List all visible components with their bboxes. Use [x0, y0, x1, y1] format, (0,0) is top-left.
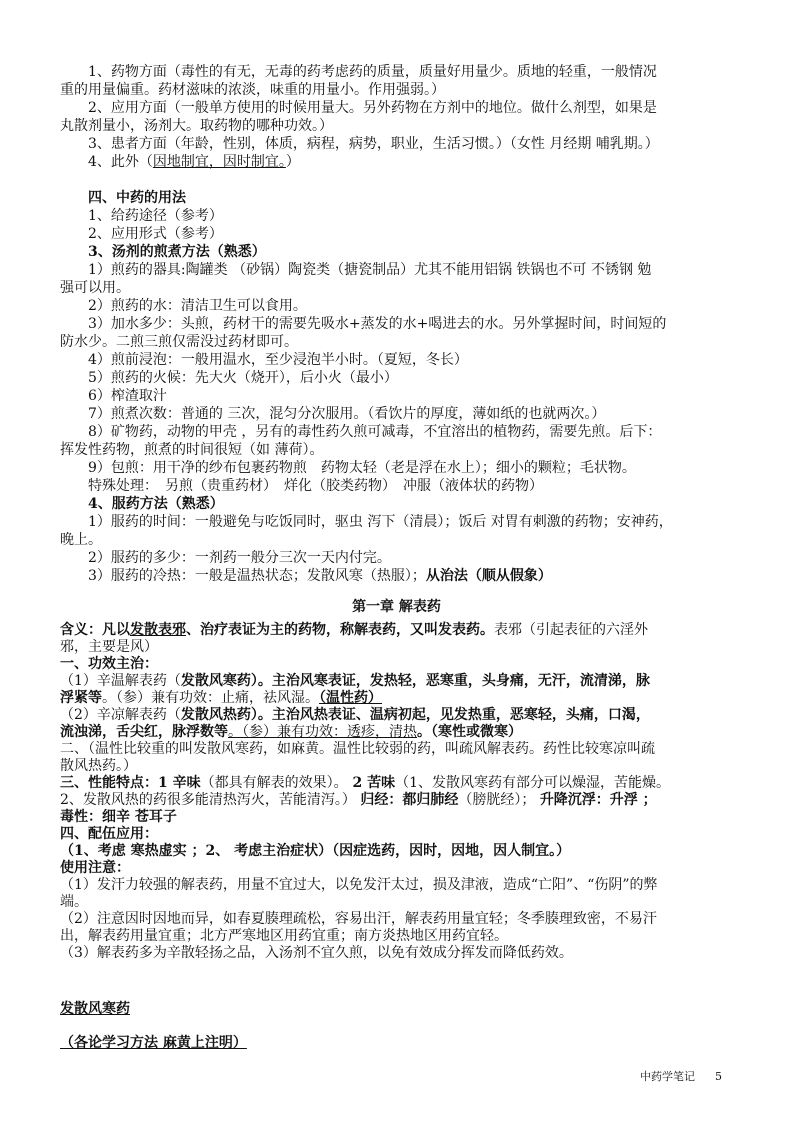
- decoction-1-cont: 强可以用。: [60, 280, 130, 296]
- compatibility-detail: （1、考虑 寒热虚实 ；2、 考虑主治症状）（因症选药，因时，因地，因人制宜。）: [60, 843, 571, 859]
- warm-pungent-cont: [60, 690, 750, 707]
- section-two: 二、（温性比较重的叫发散风寒药，如麻黄。温性比较弱的药，叫疏风解表药。药性比较寒凉叫疏: [60, 741, 655, 757]
- dosage-item-1: 1、药物方面（毒性的有无，无毒的药考虑药的质量，质量好用量少。质地的轻重，一般情况: [88, 64, 657, 80]
- special-handling: 特殊处理： 另煎（贵重药材） 烊化（胶类药物） 冲服（液体状的药物）: [88, 478, 543, 494]
- dosage-item-4: [88, 154, 750, 171]
- definition-normal: 表邪（引起表征的六淫外: [494, 622, 648, 638]
- precaution-3: （3）解表药多为辛散轻扬之品，入汤剂不宜久煎，以免有效成分挥发而降低药效。: [60, 945, 573, 961]
- warm-pungent-c: 浮紧等: [60, 690, 102, 706]
- decoction-3-cont: 防水少。二煎三煎仅需没过药材即可。: [60, 334, 298, 350]
- taking-3-bold: 从治法（顺从假象）: [425, 568, 552, 584]
- definition-bold-1: 含义：凡以: [60, 622, 130, 638]
- warm-pungent-a: （1）辛温解表药（: [60, 673, 181, 689]
- definition-bold-2: 、治疗表证为主的药物，称解表药，又叫发表药。: [186, 622, 494, 638]
- decoction-5: 5）煎药的火候：先大火（烧开），后小火（最小）: [88, 370, 398, 386]
- cool-pungent-b: 发散风热药）。主治风热表证、温病初起，见发热重，恶寒轻，头痛，口渴，: [180, 707, 650, 723]
- dosage-item-2-cont: 丸散剂量小，汤剂大。取药物的哪种功效。）: [60, 118, 333, 134]
- usage-heading: 四、中药的用法: [88, 190, 186, 206]
- decoction-8: 8）矿物药，动物的甲壳 ，另有的毒性药久煎可减毒，不宜溶出的植物药，需要先煎。后下：: [88, 424, 662, 440]
- warm-pungent-d: 。（参）兼有功效：止痛，祛风湿。: [102, 690, 319, 706]
- footer-label: 中药学笔记: [640, 1070, 695, 1083]
- definition: [60, 622, 750, 639]
- section-subtitle: （各论学习方法 麻黄上注明）: [60, 1035, 247, 1051]
- dosage-item-4-underlined: 因地制宜，因时制宜。: [152, 154, 286, 170]
- properties-b: （都具有解表的效果）。: [200, 775, 348, 791]
- usage-item-1: 1、给药途径（参考）: [88, 208, 223, 224]
- section-two-cont: 散风热药。）: [60, 758, 137, 774]
- warm-pungent-e: （温性药）: [319, 690, 382, 706]
- warm-pungent-b: 发散风寒药）。主治风寒表证，发热轻，恶寒重，头身痛，无汗，流清涕，脉: [180, 673, 650, 689]
- efficacy-heading: 一、功效主治：: [60, 656, 158, 672]
- dosage-item-4-suffix: ）: [285, 154, 300, 170]
- chapter-title: 第一章 解表药: [352, 599, 441, 615]
- dosage-item-2: 2、应用方面（一般单方使用的时候用量大。另外药物在方剂中的地位。做什么剂型，如果是: [88, 100, 657, 116]
- compatibility-heading: 四、配伍应用：: [60, 826, 158, 842]
- taking-1-cont: 晚上。: [60, 532, 102, 548]
- usage-item-2: 2、应用形式（参考）: [88, 226, 223, 242]
- precaution-2: （2）注意因时因地而异，如春夏腠理疏松，容易出汗，解表药用量宜轻；冬季腠理致密，不易汗: [60, 911, 657, 927]
- decoction-4: 4）煎前浸泡：一般用温水，至少浸泡半小时。（夏短，冬长）: [88, 352, 468, 368]
- cool-pungent-d: 。（参）兼有功效：透疹，清热: [228, 724, 417, 740]
- usage-item-4: 4、服药方法（熟悉）: [88, 496, 224, 512]
- footer: [640, 1068, 722, 1084]
- decoction-7: 7）煎煮次数：普通的 三次，混匀分次服用。（看饮片的厚度，薄如纸的也就两次。）: [88, 406, 606, 422]
- properties-cont: [60, 792, 750, 809]
- taking-3-text: 3）服药的冷热：一般是温热状态；发散风寒（热服）；: [88, 568, 426, 584]
- cool-pungent-c: 流浊涕，舌尖红，脉浮数等: [60, 724, 228, 740]
- properties-h: 升降沉浮：升浮 ；: [539, 792, 657, 808]
- cool-pungent-line: [60, 707, 750, 724]
- taking-1: 1）服药的时间：一般避免与吃饭同时，驱虫 泻下（清晨）；饭后 对胃有刺激的药物；安神药，: [88, 514, 673, 530]
- dosage-item-4-prefix: 4、此外（: [88, 154, 153, 170]
- properties-d: （1、发散风寒药有部分可以燥湿，苦能燥。: [395, 775, 671, 791]
- toxicity: 毒性：细辛 苍耳子: [60, 809, 177, 825]
- cool-pungent-cont: [60, 724, 750, 741]
- definition-underlined: 发散表邪: [130, 622, 186, 638]
- properties-c: 2 苦味: [347, 775, 396, 791]
- precaution-1: （1）发汗力较强的解表药，用量不宜过大，以免发汗太过，损及津液，造成“亡阳”、“伤阴”的弊: [60, 877, 658, 893]
- decoction-1: 1）煎药的器具:陶罐类 （砂锅）陶瓷类（搪瓷制品）尤其不能用铝锅 铁锅也不可 不锈钢 勉: [88, 262, 652, 278]
- definition-cont: 邪，主要是风）: [60, 639, 158, 655]
- properties-e: 2、发散风热的药很多能清热泻火，苦能清泻。）: [60, 792, 356, 808]
- properties-f: 归经：都归肺经: [360, 792, 459, 808]
- page-number: 5: [715, 1070, 722, 1083]
- dosage-item-1-cont: 重的用量偏重。药材滋味的浓淡，味重的用量小。作用强弱。）: [60, 82, 445, 98]
- precautions-heading: 使用注意：: [60, 860, 130, 876]
- section-title: 发散风寒药: [60, 1001, 130, 1017]
- cool-pungent-e: 。（寒性或微寒）: [417, 724, 522, 740]
- cool-pungent-a: （2）辛凉解表药（: [60, 707, 181, 723]
- properties-a: 三、性能特点：1 辛味: [60, 775, 201, 791]
- decoction-9: 9）包煎：用干净的纱布包裹药物煎 药物太轻（老是浮在水上）；细小的颗粒；毛状物。: [88, 460, 636, 476]
- precaution-1-cont: 端。: [60, 894, 88, 910]
- taking-3: [88, 568, 750, 585]
- properties-g: （膀胱经）；: [458, 792, 536, 808]
- decoction-2: 2）煎药的水：清洁卫生可以食用。: [88, 298, 307, 314]
- usage-item-3: 3、汤剂的煎煮方法（熟悉）: [88, 244, 266, 260]
- precaution-2-cont: 出，解表药用量宜重；北方严寒地区用药宜重；南方炎热地区用药宜轻。: [60, 928, 508, 944]
- dosage-item-3: 3、患者方面（年龄，性别，体质，病程，病势，职业，生活习惯。）（女性 月经期 哺乳期。）: [88, 136, 659, 152]
- decoction-8-cont: 挥发性药物，煎煮的时间很短（如 薄荷）。: [60, 442, 324, 458]
- properties-line: [60, 775, 750, 792]
- decoction-6: 6）榨渣取汁: [88, 388, 167, 404]
- decoction-3: 3）加水多少：头煎，药材干的需要先吸水+蒸发的水+喝进去的水。另外掌握时间，时间短的: [88, 316, 667, 332]
- warm-pungent-line: [60, 673, 750, 690]
- taking-2: 2）服药的多少：一剂药一般分三次一天内付完。: [88, 550, 391, 566]
